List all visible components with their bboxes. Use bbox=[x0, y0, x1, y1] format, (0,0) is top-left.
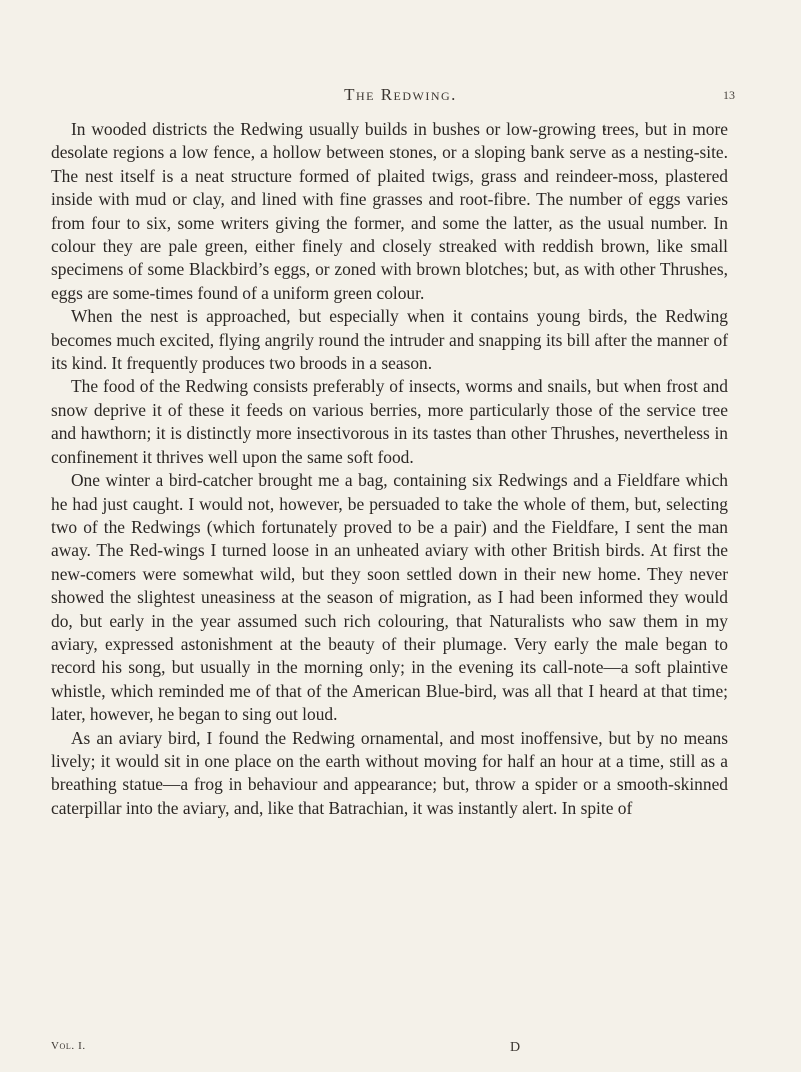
running-head bbox=[0, 85, 801, 109]
signature-mark: D bbox=[510, 1040, 521, 1055]
paragraph-behaviour: When the nest is approached, but especially when it contains young birds, the Redwing becomes much excited, flying angrily round the intruder and snapping its bill after the manner of its kind. It frequently produces two broods in a season. bbox=[51, 306, 728, 374]
paragraph-aviary-bird: As an aviary bird, I found the Redwing ornamental, and most inoffensive, but by no means lively; it would sit in one place on the earth without moving for half an hour at a time, still as a breathing statue—a frog in behaviour and appearance; but, throw a spider or a smooth-skinned caterpillar into the aviary, and, like that Batrachian, it was instantly alert. In spite of bbox=[51, 727, 728, 818]
volume-label: Vol. I. bbox=[51, 1040, 86, 1052]
chapter-title: The Redwing. bbox=[344, 85, 457, 104]
page-footer bbox=[51, 1040, 728, 1060]
paragraph-nesting: In wooded districts the Redwing usually builds in bushes or low-growing trees, but in more desolate regions a low fence, a hollow between stones, or a sloping bank serve as a nesting-site. The nest itself is a neat structure formed of plaited twigs, grass and reindeer-moss, plastered inside with mud or clay, and lined with fine grasses and root-fibre. The number of eggs varies from four to six, some writers giving the former, and some the latter, as the usual number. In colour they are pale green, either finely and closely streaked with reddish brown, like small specimens of some Blackbird’s eggs, or zoned with brown blotches; but, as with other Thrushes, eggs are some-times found of a uniform green colour. bbox=[51, 119, 728, 303]
body-text bbox=[51, 118, 728, 820]
page-number: 13 bbox=[723, 88, 735, 102]
paragraph-food: The food of the Redwing consists preferably of insects, worms and snails, but when frost and snow deprive it of these it feeds on various berries, more particularly those of the service tree and hawthorn; it is distinctly more insectivorous in its tastes than other Thrushes, nevertheless in confinement it thrives well upon the same soft food. bbox=[51, 376, 728, 467]
paragraph-aviary-anecdote: One winter a bird-catcher brought me a bag, containing six Redwings and a Fieldfare which he had just caught. I would not, however, be persuaded to take the whole of them, but, selecting two of the Redwings (which fortunately proved to be a pair) and the Fieldfare, I sent the man away. The Red-wings I turned loose in an unheated aviary with other British birds. At first the new-comers were somewhat wild, but they soon settled down in their new home. They never showed the slightest uneasiness at the season of migration, as I had been informed they would do, but early in the year assumed such rich colouring, that Naturalists who saw them in my aviary, expressed astonishment at the beauty of their plumage. Very early the male began to record his song, but usually in the morning only; in the evening its call-note—a soft plaintive whistle, which reminded me of that of the American Blue-bird, was all that I heard at that time; later, however, he began to sing out loud. bbox=[51, 470, 728, 725]
